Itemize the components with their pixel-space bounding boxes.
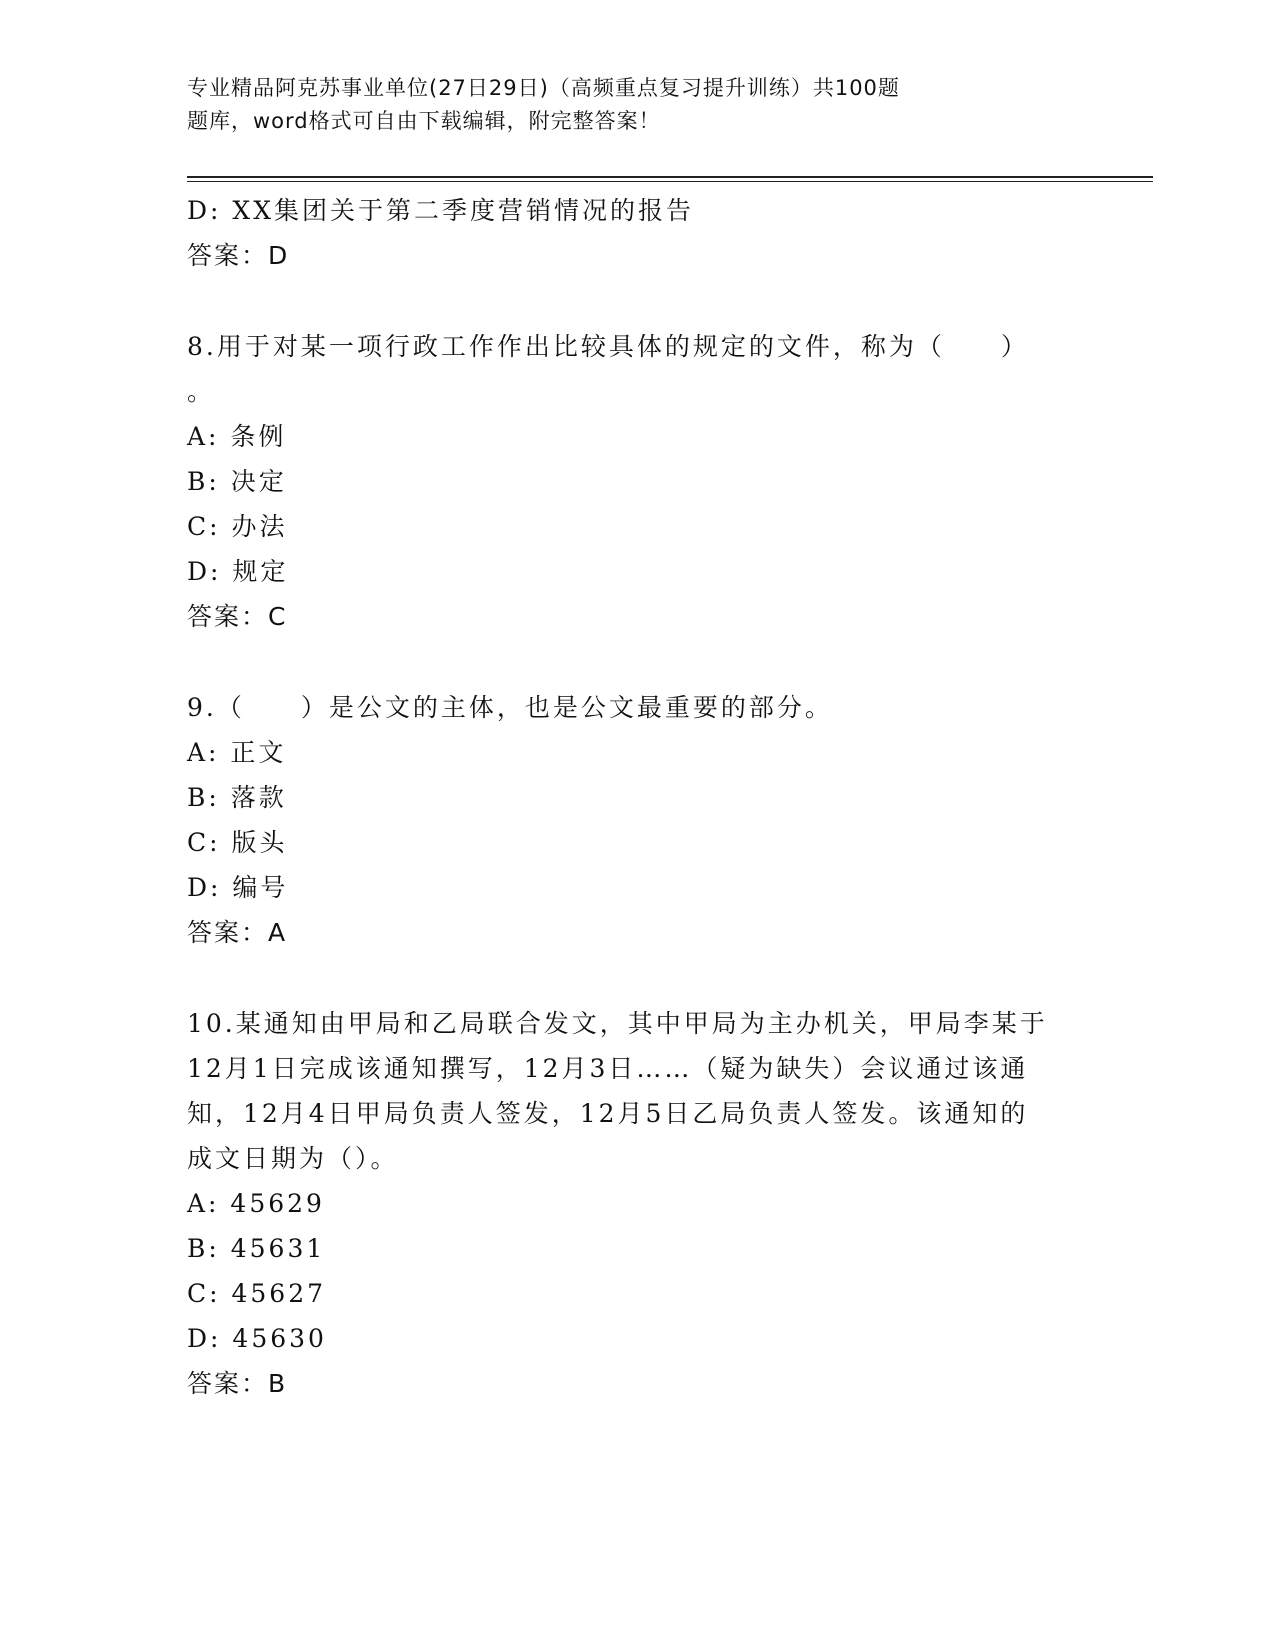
option-b: B: 落款: [187, 783, 287, 812]
option-a: A: 正文: [187, 738, 287, 767]
option-d: D: XX集团关于第二季度营销情况的报告: [187, 196, 695, 225]
document-header: [187, 72, 1047, 138]
option-d: D: 规定: [187, 557, 289, 586]
option-c: C: 45627: [187, 1279, 327, 1308]
option-c: C: 办法: [187, 512, 288, 541]
question-stem: 9.（ ）是公文的主体，也是公文最重要的部分。: [187, 693, 833, 722]
header-divider-thick: [187, 176, 1153, 178]
header-title-line-2: 题库，word格式可自由下载编辑，附完整答案！: [187, 109, 661, 133]
question-10: [187, 1001, 1087, 1406]
option-a: A: 条例: [187, 422, 287, 451]
answer: 答案：B: [187, 1369, 288, 1398]
option-a: A: 45629: [187, 1189, 325, 1218]
question-stem-line-3: 知，12月4日甲局负责人签发，12月5日乙局负责人签发。该通知的: [187, 1099, 1029, 1128]
question-stem-line-1: 10.某通知由甲局和乙局联合发文，其中甲局为主办机关，甲局李某于: [187, 1009, 1048, 1038]
option-b: B: 45631: [187, 1234, 326, 1263]
question-stem-line-2: 12月1日完成该通知撰写，12月3日……（疑为缺失）会议通过该通: [187, 1054, 1029, 1083]
option-d: D: 编号: [187, 873, 289, 902]
question-list: [187, 188, 1087, 1406]
answer: 答案：A: [187, 918, 288, 947]
option-b: B: 决定: [187, 467, 287, 496]
question-7-tail: [187, 188, 1087, 278]
answer: 答案：D: [187, 241, 290, 270]
header-divider-thin: [187, 181, 1153, 182]
answer: 答案：C: [187, 602, 288, 631]
question-stem-continued: 。: [187, 377, 216, 406]
question-9: [187, 685, 1087, 955]
question-stem-line-4: 成文日期为（）。: [187, 1144, 399, 1173]
option-c: C: 版头: [187, 828, 288, 857]
header-title-line-1: 专业精品阿克苏事业单位(27日29日)（高频重点复习提升训练）共100题: [187, 76, 900, 100]
question-stem: 8.用于对某一项行政工作作出比较具体的规定的文件，称为（ ）: [187, 332, 1029, 361]
question-8: [187, 324, 1087, 639]
option-d: D: 45630: [187, 1324, 327, 1353]
